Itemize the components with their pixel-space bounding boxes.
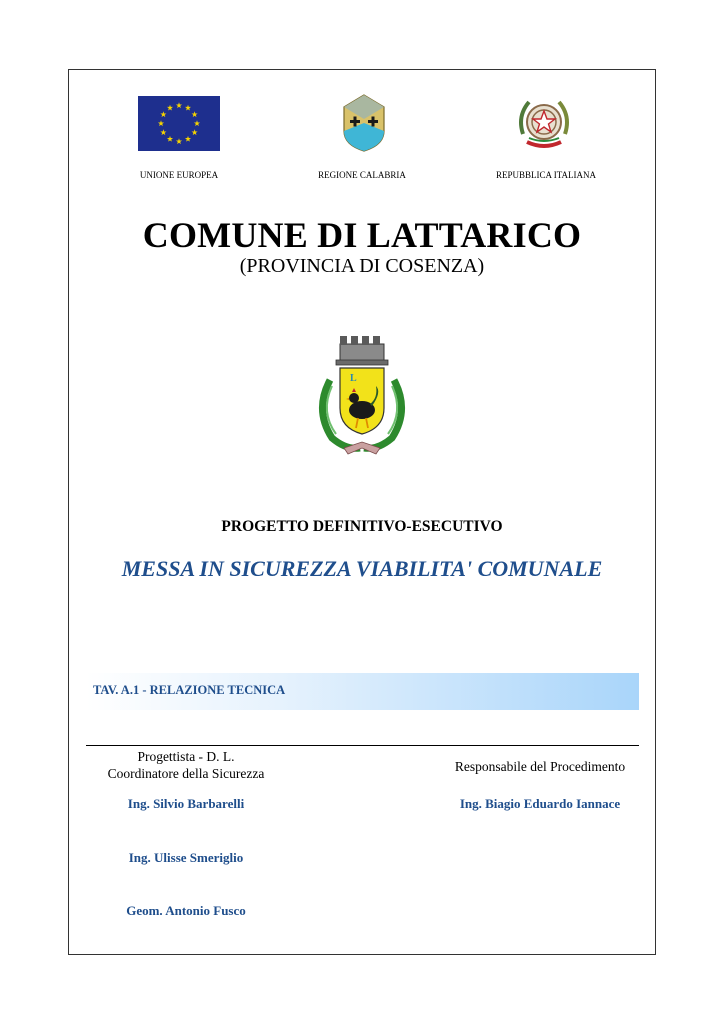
designer-role-line1: Progettista - D. L. bbox=[137, 749, 235, 764]
divider-line bbox=[86, 745, 639, 746]
manager-role-label: Responsabile del Procedimento bbox=[454, 759, 626, 774]
designer-name-1: Ing. Silvio Barbarelli bbox=[127, 796, 245, 811]
designer-name-2: Ing. Ulisse Smeriglio bbox=[128, 850, 244, 865]
page-frame bbox=[68, 69, 656, 955]
manager-name: Ing. Biagio Eduardo Iannace bbox=[459, 796, 621, 811]
province-subtitle: (PROVINCIA DI COSENZA) bbox=[239, 255, 485, 277]
eu-label: UNIONE EUROPEA bbox=[139, 170, 219, 180]
eu-flag-logo bbox=[138, 96, 220, 151]
manager-role bbox=[440, 758, 640, 775]
designer-name-3: Geom. Antonio Fusco bbox=[126, 903, 246, 918]
project-title: MESSA IN SICUREZZA VIABILITA' COMUNALE bbox=[121, 556, 603, 581]
calabria-label: REGIONE CALABRIA bbox=[318, 170, 406, 180]
italia-label: REPUBBLICA ITALIANA bbox=[495, 170, 597, 180]
municipality-title: COMUNE DI LATTARICO bbox=[142, 215, 582, 255]
italian-republic-emblem-logo bbox=[515, 94, 573, 154]
tav-banner bbox=[86, 673, 639, 710]
tav-label: TAV. A.1 - RELAZIONE TECNICA bbox=[93, 683, 286, 697]
crest-letter: L bbox=[350, 373, 357, 384]
designer-role bbox=[86, 748, 286, 782]
calabria-emblem-logo bbox=[340, 93, 388, 153]
lattarico-crest-logo bbox=[310, 330, 414, 460]
project-type: PROGETTO DEFINITIVO-ESECUTIVO bbox=[221, 518, 503, 535]
designer-role-line2: Coordinatore della Sicurezza bbox=[107, 766, 265, 781]
